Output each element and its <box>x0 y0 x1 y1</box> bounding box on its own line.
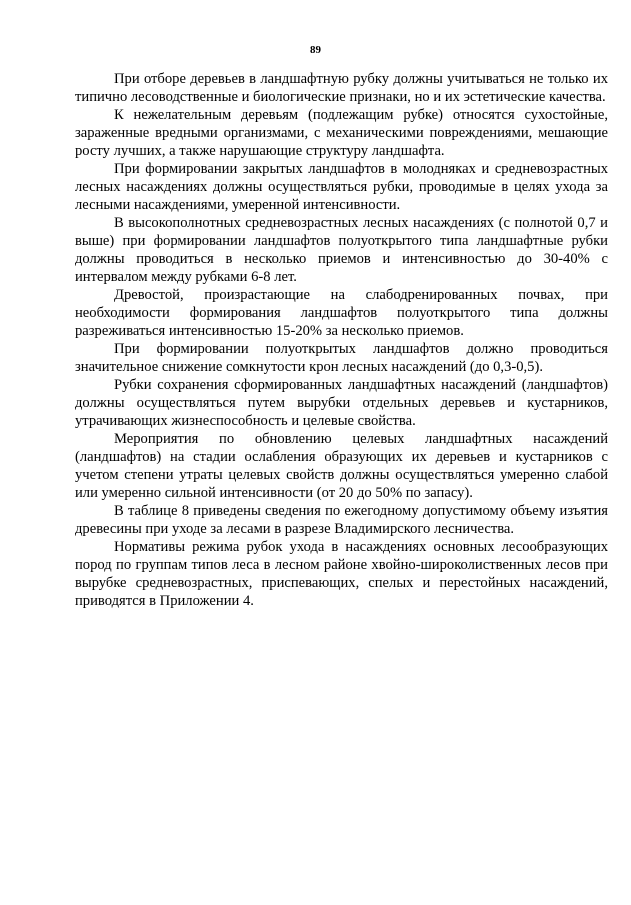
page-number: 89 <box>310 44 321 56</box>
paragraph-undesirable-trees: К нежелательным деревьям (подлежащим рубке) относятся сухостойные, зараженные вредными организмами, с механическими повреждениями, мешающие росту лучших, а также нарушающие структуру ландшафта. <box>75 107 608 159</box>
paragraph-high-density-stands: В высокополнотных средневозрастных лесных насаждениях (с полнотой 0,7 и выше) при формировании ландшафтов полуоткрытого типа ландшафтные рубки должны проводиться в несколько приемов и интенсивностью до 30-40% с интервалом между рубками 6-8 лет. <box>75 215 608 285</box>
paragraph-table-8-reference: В таблице 8 приведены сведения по ежегодному допустимому объему изъятия древесины при уходе за лесами в разрезе Владимирского лесничества. <box>75 503 608 537</box>
paragraph-renewal-measures: Мероприятия по обновлению целевых ландшафтных насаждений (ландшафтов) на стадии ослабления образующих их деревьев и кустарников с учетом степени утраты целевых свойств должны осуществляться умеренно слабой или умеренно сильной интенсивности (от 20 до 50% по запасу). <box>75 431 608 501</box>
paragraph-preservation-cuttings: Рубки сохранения сформированных ландшафтных насаждений (ландшафтов) должны осуществляться путем вырубки отдельных деревьев и кустарников, утрачивающих жизнеспособность и целевые свойства. <box>75 377 608 429</box>
paragraph-selection-criteria: При отборе деревьев в ландшафтную рубку должны учитываться не только их типично лесоводственные и биологические признаки, но и их эстетические качества. <box>75 71 608 105</box>
paragraph-appendix-4-reference: Нормативы режима рубок ухода в насаждениях основных лесообразующих пород по группам типов леса в лесном районе хвойно-широколиственных лесов при вырубке средневозрастных, приспевающих, спелых и перестойных насаждений, приводятся в Приложении 4. <box>75 539 608 609</box>
paragraph-closed-landscapes: При формировании закрытых ландшафтов в молодняках и средневозрастных лесных насаждениях должны осуществляться рубки, проводимые в целях ухода за лесными насаждениями, умеренной интенсивности. <box>75 161 608 213</box>
body-text <box>75 70 608 610</box>
paragraph-poorly-drained-soils: Древостой, произрастающие на слабодренированных почвах, при необходимости формирования ландшафтов полуоткрытого типа должны разреживаться интенсивностью 15-20% за несколько приемов. <box>75 287 608 339</box>
paragraph-semi-open-landscapes: При формировании полуоткрытых ландшафтов должно проводиться значительное снижение сомкнутости крон лесных насаждений (до 0,3-0,5). <box>75 341 608 375</box>
